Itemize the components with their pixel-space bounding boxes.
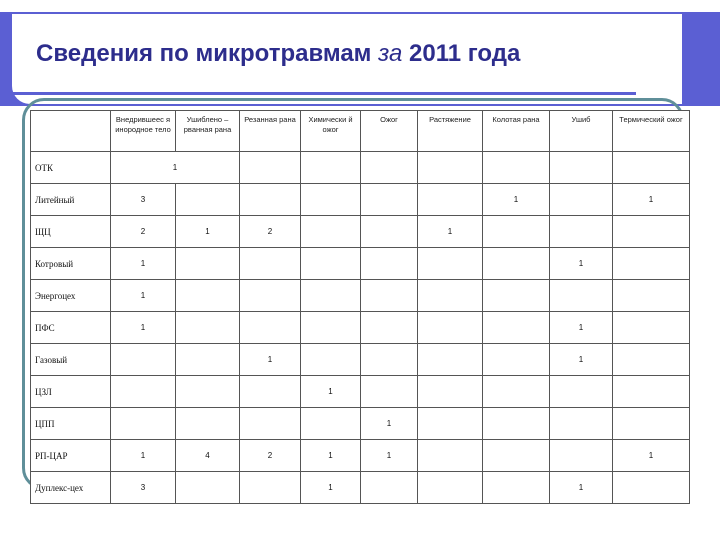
- table-cell: 1: [550, 312, 613, 344]
- table-cell: 1: [301, 376, 361, 408]
- table-cell: [418, 376, 483, 408]
- table-cell: 3: [111, 184, 176, 216]
- table-cell: 1: [111, 280, 176, 312]
- table-cell: [240, 184, 301, 216]
- column-header: Резанная рана: [240, 111, 301, 152]
- table-cell: [550, 376, 613, 408]
- table-cell: [483, 152, 550, 184]
- table-cell: [418, 184, 483, 216]
- table-cell: [240, 376, 301, 408]
- table-cell: [550, 216, 613, 248]
- table-cell: [176, 408, 240, 440]
- row-label: Дуплекс-цех: [31, 472, 111, 504]
- table-cell: 1: [550, 248, 613, 280]
- table-cell: [613, 376, 690, 408]
- table-cell: [176, 248, 240, 280]
- table-cell: [418, 472, 483, 504]
- table-cell: [483, 280, 550, 312]
- table-cell: [361, 312, 418, 344]
- table-cell: 1: [361, 440, 418, 472]
- table-cell: [613, 280, 690, 312]
- table-row: [31, 280, 690, 312]
- table-cell: [550, 440, 613, 472]
- table-cell: 1: [483, 184, 550, 216]
- table-cell: [301, 248, 361, 280]
- table-cell: [418, 248, 483, 280]
- row-label: Котровый: [31, 248, 111, 280]
- table-row: [31, 184, 690, 216]
- table-cell: [550, 280, 613, 312]
- table-cell: 1: [301, 440, 361, 472]
- table-cell: 3: [111, 472, 176, 504]
- table-cell: [361, 376, 418, 408]
- table-cell: [176, 312, 240, 344]
- table-cell: [301, 152, 361, 184]
- table-cell: 1: [240, 344, 301, 376]
- row-label: Газовый: [31, 344, 111, 376]
- row-label: Энергоцех: [31, 280, 111, 312]
- table-cell: [301, 280, 361, 312]
- table-row: [31, 472, 690, 504]
- table-cell: 1: [111, 312, 176, 344]
- title-underline: [12, 92, 636, 95]
- table-cell: [483, 408, 550, 440]
- table-cell: 1: [111, 440, 176, 472]
- table-cell: [483, 216, 550, 248]
- table-cell: [240, 152, 301, 184]
- row-label: ЦПП: [31, 408, 111, 440]
- table-cell: [483, 376, 550, 408]
- table-cell: 1: [418, 216, 483, 248]
- table-cell: 4: [176, 440, 240, 472]
- table-cell: [483, 344, 550, 376]
- table-cell: [550, 184, 613, 216]
- table-cell: [361, 184, 418, 216]
- table-cell: [418, 152, 483, 184]
- table-cell: [418, 344, 483, 376]
- table-row: [31, 440, 690, 472]
- table-cell: [176, 344, 240, 376]
- row-label: ЦЗЛ: [31, 376, 111, 408]
- table-cell: [240, 472, 301, 504]
- table-cell: [301, 312, 361, 344]
- table-cell: [613, 472, 690, 504]
- table-cell: [418, 312, 483, 344]
- table-cell: [176, 280, 240, 312]
- table-cell: [613, 248, 690, 280]
- column-header: Колотая рана: [483, 111, 550, 152]
- table-cell: 1: [361, 408, 418, 440]
- table-cell: [613, 408, 690, 440]
- table-cell: [550, 408, 613, 440]
- table-cell: [483, 312, 550, 344]
- table-cell: [301, 216, 361, 248]
- table-cell: [240, 312, 301, 344]
- column-header: Химически й ожог: [301, 111, 361, 152]
- table-cell: [111, 376, 176, 408]
- table-cell: [301, 408, 361, 440]
- table-cell: [550, 152, 613, 184]
- table-cell: [240, 408, 301, 440]
- table-row: [31, 152, 690, 184]
- table-cell: [483, 440, 550, 472]
- column-header: Ожог: [361, 111, 418, 152]
- table-cell: [483, 248, 550, 280]
- table-cell: 1: [550, 472, 613, 504]
- table-row: [31, 344, 690, 376]
- table-cell: [418, 408, 483, 440]
- table-cell: 1: [550, 344, 613, 376]
- table-row: [31, 312, 690, 344]
- column-header: Внедрившеес я инородное тело: [111, 111, 176, 152]
- table-cell: [361, 344, 418, 376]
- table-cell: [361, 280, 418, 312]
- table-row: [31, 216, 690, 248]
- table-cell: [483, 472, 550, 504]
- table-cell: [613, 216, 690, 248]
- column-header: Термический ожог: [613, 111, 690, 152]
- column-header: [31, 111, 111, 152]
- table-cell: [176, 376, 240, 408]
- table-cell: 1: [613, 184, 690, 216]
- table-cell: [240, 248, 301, 280]
- table-row: [31, 248, 690, 280]
- table-cell: [176, 472, 240, 504]
- table-cell: [613, 312, 690, 344]
- table-cell: [613, 344, 690, 376]
- row-label: ПФС: [31, 312, 111, 344]
- title-part-3: 2011 года: [402, 40, 521, 67]
- table-cell: 2: [240, 216, 301, 248]
- table-cell: [176, 184, 240, 216]
- row-label: ОТК: [31, 152, 111, 184]
- table-cell: 1: [111, 152, 240, 184]
- row-label: Литейный: [31, 184, 111, 216]
- table-cell: 1: [111, 248, 176, 280]
- table-cell: 1: [613, 440, 690, 472]
- title-part-2: за: [378, 40, 403, 67]
- table-cell: 2: [111, 216, 176, 248]
- row-label: РП-ЦАР: [31, 440, 111, 472]
- table-cell: [240, 280, 301, 312]
- column-header: Растяжение: [418, 111, 483, 152]
- table-cell: [361, 152, 418, 184]
- table-row: [31, 408, 690, 440]
- injury-table: [30, 110, 690, 504]
- table-row: [31, 376, 690, 408]
- row-label: ЩЦ: [31, 216, 111, 248]
- table-cell: 2: [240, 440, 301, 472]
- table-cell: [301, 184, 361, 216]
- table-cell: [418, 440, 483, 472]
- table-cell: 1: [176, 216, 240, 248]
- header-row: [31, 111, 690, 152]
- table-cell: [301, 344, 361, 376]
- table-cell: [361, 472, 418, 504]
- page-title: [36, 40, 520, 68]
- table-cell: [111, 408, 176, 440]
- table-cell: [418, 280, 483, 312]
- column-header: Ушиблено – рванная рана: [176, 111, 240, 152]
- title-part-1: Сведения по микротравмам: [36, 40, 379, 67]
- table-cell: [361, 216, 418, 248]
- table-cell: 1: [301, 472, 361, 504]
- table-cell: [361, 248, 418, 280]
- table-cell: [613, 152, 690, 184]
- column-header: Ушиб: [550, 111, 613, 152]
- table-cell: [111, 344, 176, 376]
